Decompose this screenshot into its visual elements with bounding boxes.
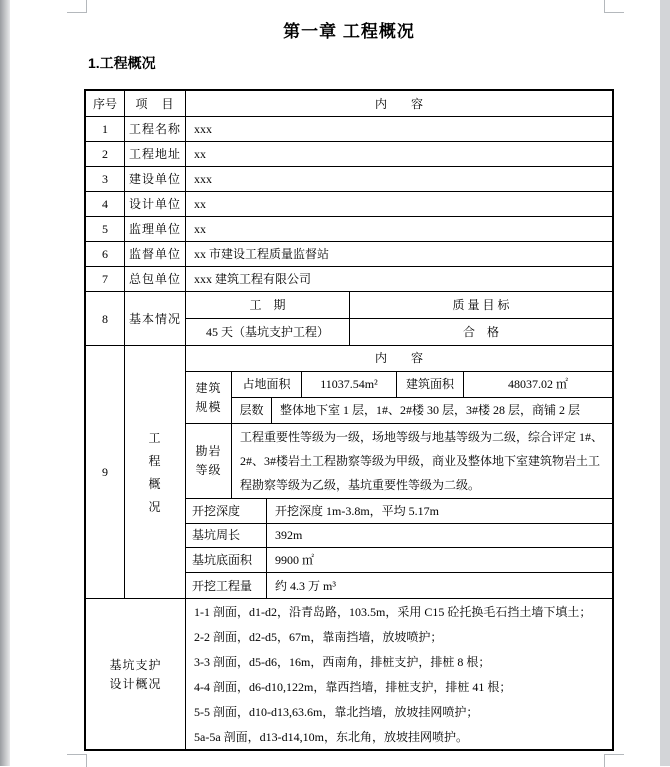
nested-content-header: 内 容 [186, 346, 612, 372]
building-area-value: 48037.02 ㎡ [507, 377, 568, 392]
floors-label: 层数 [232, 398, 272, 423]
quality-target-header: 质 量 目 标 [452, 298, 510, 312]
page-edge-left [0, 0, 10, 766]
table-row [86, 192, 612, 217]
table-row [86, 142, 612, 167]
row-no: 9 [86, 346, 125, 598]
section-heading: 1.工程概况 [88, 55, 156, 71]
support-line: 5a-5a 剖面，d13-d14,10m，东北角，放坡挂网喷护。 [194, 729, 468, 744]
survey-grade-row [186, 424, 612, 499]
row-content: xxx [194, 122, 212, 136]
building-area-label: 建筑面积 [397, 372, 464, 397]
row-content: xx 市建设工程质量监督站 [194, 247, 330, 261]
detail-row [186, 524, 612, 549]
row-no: 6 [86, 242, 125, 266]
page-edge-right [660, 0, 670, 766]
floors-value: 整体地下室 1 层，1#、2#楼 30 层，3#楼 28 层，商铺 2 层 [280, 403, 581, 418]
table-row-project-overview [86, 346, 612, 599]
row-item: 基本情况 [125, 292, 186, 345]
row-item: 工程地址 [125, 142, 186, 166]
row-no: 8 [86, 292, 125, 345]
table-row-basic-info [86, 292, 612, 346]
row-item: 监督单位 [125, 242, 186, 266]
detail-row [186, 573, 612, 598]
header-item: 项 目 [125, 91, 186, 116]
item-char: 概 [148, 476, 162, 491]
chapter-title: 第一章 工程概况 [283, 22, 415, 41]
project-overview-table [84, 89, 614, 751]
row-no: 5 [86, 217, 125, 241]
basic-info-header-row [186, 292, 612, 319]
detail-row [186, 499, 612, 524]
support-line: 5-5 剖面，d10-d13,63.6m，靠北挡墙，放坡挂网喷护； [194, 704, 479, 719]
row-content: xxx 建筑工程有限公司 [194, 272, 312, 286]
row-item: 设计单位 [125, 192, 186, 216]
detail-value: 392m [275, 528, 303, 543]
table-row [86, 267, 612, 292]
quality-target-value: 合 格 [462, 325, 499, 339]
item-char: 况 [148, 499, 162, 514]
row-item: 总包单位 [125, 267, 186, 291]
text-boundary-mark-bottom-right [604, 754, 624, 767]
detail-value: 9900 ㎡ [275, 553, 315, 568]
header-content: 内 容 [374, 96, 423, 111]
item-char: 程 [148, 453, 162, 468]
building-scale-label: 建筑 规模 [186, 372, 232, 423]
detail-label: 开挖深度 [186, 499, 267, 523]
detail-label: 基坑周长 [186, 524, 267, 548]
pit-support-content [186, 599, 612, 749]
row-item: 工程名称 [125, 117, 186, 141]
building-scale-row [186, 372, 612, 424]
survey-grade-value: 工程重要性等级为一级，场地等级与地基等级为二级，综合评定 1#、2#、3#楼岩土工程勘察等级为甲级，商业及整体地下室建筑物岩土工程勘察等级为乙级，基坑重要性等级为二级。 [240, 429, 604, 492]
duration-header: 工 期 [186, 292, 350, 318]
site-area-value: 11037.54m² [302, 372, 397, 397]
table-row [86, 167, 612, 192]
row-content: xxx [194, 172, 212, 186]
row-no: 3 [86, 167, 125, 191]
detail-value: 约 4.3 万 m³ [275, 578, 336, 593]
support-line: 4-4 剖面，d6-d10,122m，靠西挡墙，排桩支护，排桩 41 根； [194, 679, 512, 694]
item-char: 工 [148, 430, 162, 445]
support-line: 1-1 剖面，d1-d2，沿青岛路，103.5m，采用 C15 砼托换毛石挡土墙下填土； [194, 604, 592, 619]
duration-value: 45 天（基坑支护工程） [186, 319, 350, 345]
table-header-row [86, 91, 612, 117]
row-item: 建设单位 [125, 167, 186, 191]
support-line: 2-2 剖面，d2-d5，67m，靠南挡墙，放坡喷护； [194, 629, 443, 644]
row-content: xx [194, 222, 206, 236]
detail-label: 基坑底面积 [186, 548, 267, 572]
row-no: 2 [86, 142, 125, 166]
basic-info-value-row [186, 319, 612, 345]
detail-value: 开挖深度 1m-3.8m，平均 5.17m [275, 503, 439, 518]
table-row-pit-support [86, 599, 612, 749]
row-item: 监理单位 [125, 217, 186, 241]
table-row [86, 217, 612, 242]
table-row [86, 242, 612, 267]
text-boundary-mark-bottom-left [67, 754, 87, 767]
row-no: 7 [86, 267, 125, 291]
site-area-label: 占地面积 [232, 372, 302, 397]
document-content [84, 0, 614, 751]
pit-support-label: 基坑支护 设计概况 [86, 599, 186, 749]
row-item-vertical [125, 346, 186, 598]
row-content: xx [194, 197, 206, 211]
area-row [232, 372, 612, 398]
survey-grade-label: 勘岩 等级 [186, 424, 232, 498]
table-row [86, 117, 612, 142]
detail-row [186, 548, 612, 573]
header-no: 序号 [86, 91, 125, 116]
detail-label: 开挖工程量 [186, 573, 267, 598]
row-no: 4 [86, 192, 125, 216]
row-no: 1 [86, 117, 125, 141]
support-line: 3-3 剖面，d5-d6，16m，西南角，排桩支护，排桩 8 根； [194, 654, 491, 669]
row-content: xx [194, 147, 206, 161]
